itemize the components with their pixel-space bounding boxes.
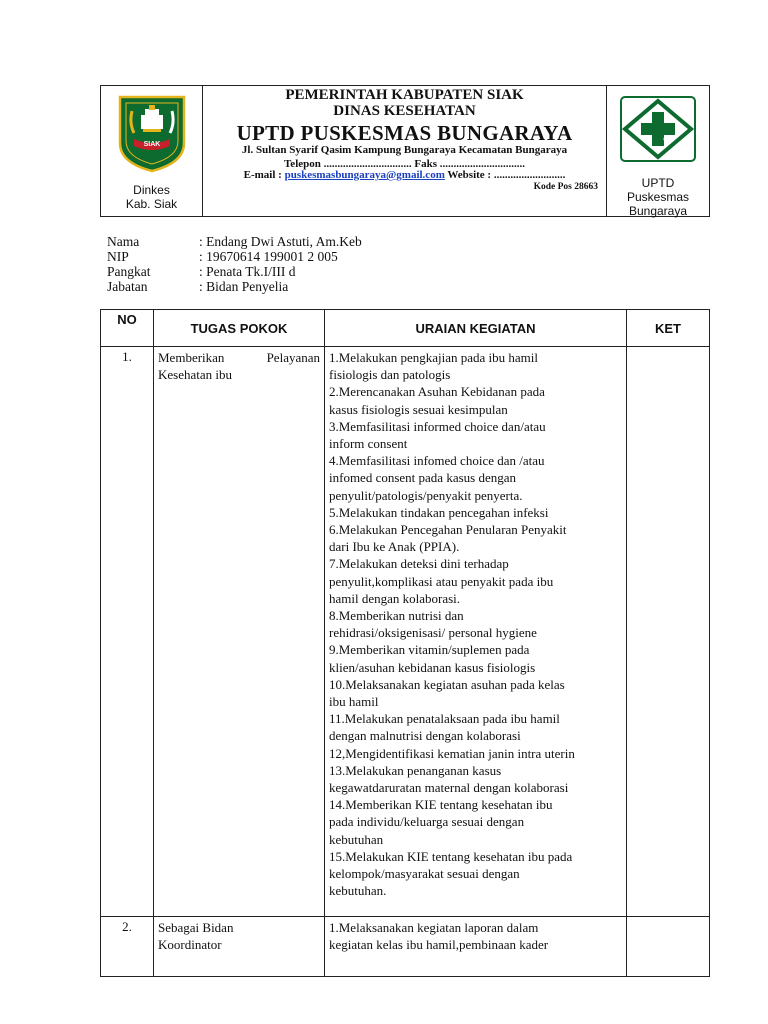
uraian-line: dari Ibu ke Anak (PPIA).: [329, 539, 460, 555]
uraian-line: 11.Melakukan penatalaksaan pada ibu hamil: [329, 711, 560, 727]
uraian-line: kebutuhan: [329, 831, 384, 847]
uraian-line: 7.Melakukan deteksi dini terhadap: [329, 556, 509, 572]
identity-value: : 19670614 199001 2 005: [199, 249, 338, 264]
identity-label: Jabatan: [107, 279, 148, 294]
ket-cell: [627, 347, 710, 917]
left-caption-line-1: Dinkes: [133, 183, 170, 197]
email-link[interactable]: puskesmasbungaraya@gmail.com: [284, 169, 445, 181]
uraian-line: dengan malnutrisi dengan kolaborasi: [329, 728, 521, 744]
letterhead-left-cell: [101, 86, 203, 216]
uraian-line: 4.Memfasilitasi infomed choice dan /atau: [329, 453, 545, 469]
identity-label: Nama: [107, 234, 140, 249]
uraian-line: 6.Melakukan Pencegahan Penularan Penyakit: [329, 522, 567, 538]
right-caption-line-3: Bungaraya: [628, 204, 688, 218]
header-ket: KET: [627, 310, 710, 347]
employee-identity: [107, 234, 362, 294]
uraian-line: 14.Memberikan KIE tentang kesehatan ibu: [329, 797, 553, 813]
uraian-line: 1.Melaksanakan kegiatan laporan dalam: [329, 920, 539, 935]
identity-row-nip: [107, 249, 362, 264]
header-no: NO: [101, 310, 154, 347]
table-row: [101, 347, 710, 917]
emblem-banner-text: SIAK: [143, 141, 161, 148]
tugas-pokok-line: Sebagai Bidan: [158, 920, 234, 935]
header-uraian-kegiatan: URAIAN KEGIATAN: [325, 310, 627, 347]
right-caption-line-1: UPTD: [641, 176, 675, 190]
right-caption-line-2: Puskesmas: [626, 190, 690, 204]
uraian-line: kegawatdaruratan maternal dengan kolaborasi: [329, 780, 569, 796]
identity-label: Pangkat: [107, 264, 151, 279]
tugas-pokok-cell: [154, 347, 325, 917]
uraian-line: 9.Memberikan vitamin/suplemen pada: [329, 642, 530, 658]
uraian-line: fisiologis dan patologis: [329, 367, 451, 383]
uraian-line: pada individu/keluarga sesuai dengan: [329, 814, 525, 830]
uraian-line: kegiatan kelas ibu hamil,pembinaan kader: [329, 937, 549, 953]
identity-row-nama: [107, 234, 362, 249]
identity-row-jabatan: [107, 279, 362, 294]
identity-value: : Penata Tk.I/III d: [199, 264, 296, 279]
uraian-line: 5.Melakukan tindakan pencegahan infeksi: [329, 504, 549, 520]
uraian-line: ibu hamil: [329, 694, 379, 710]
letterhead-center-cell: [203, 86, 606, 216]
uraian-line: infomed consent pada kasus dengan: [329, 470, 517, 486]
uraian-line: hamil dengan kolaborasi.: [329, 590, 461, 606]
uraian-line: 12,Mengidentifikasi kematian janin intra uterin: [329, 745, 575, 761]
uraian-line: kelompok/masyarakat sesuai dengan: [329, 866, 520, 882]
uraian-line: 2.Merencanakan Asuhan Kebidanan pada: [329, 384, 545, 400]
uraian-line: 8.Memberikan nutrisi dan: [329, 608, 464, 624]
task-table: [100, 309, 710, 977]
uraian-line: klien/asuhan kebidanan kasus fisiologis: [329, 659, 536, 675]
email-website-line: [203, 169, 606, 181]
letterhead: [100, 85, 710, 217]
postal-code: Kode Pos 28663: [533, 182, 598, 192]
uraian-line: rehidrasi/oksigenisasi/ personal hygiene: [329, 625, 537, 641]
department-title: DINAS KESEHATAN: [333, 103, 476, 119]
right-logo-caption: [607, 176, 709, 218]
row-number: 1.: [101, 347, 154, 917]
institution-title: UPTD PUSKESMAS BUNGARAYA: [236, 121, 573, 145]
phone-fax-line: Telepon ................................ Faks ...............................: [283, 158, 525, 170]
uraian-line: 1.Melakukan pengkajian pada ibu hamil: [329, 350, 539, 365]
identity-row-pangkat: [107, 264, 362, 279]
ket-cell: [627, 917, 710, 977]
government-title: PEMERINTAH KABUPATEN SIAK: [285, 87, 524, 103]
uraian-kegiatan-cell: [325, 917, 627, 977]
uraian-line: kebutuhan.: [329, 883, 387, 899]
tugas-pokok-line: Memberikan Pelayanan: [158, 350, 320, 365]
header-tugas-pokok: TUGAS POKOK: [154, 310, 325, 347]
table-row: [101, 917, 710, 977]
uraian-line: 3.Memfasilitasi informed choice dan/atau: [329, 418, 546, 434]
left-logo-caption: [101, 183, 202, 211]
uraian-line: 13.Melakukan penanganan kasus: [329, 762, 502, 778]
website-label: Website : ..........................: [444, 169, 566, 181]
table-header-row: [101, 310, 710, 347]
uraian-line: inform consent: [329, 436, 408, 452]
identity-value: : Endang Dwi Astuti, Am.Keb: [199, 234, 362, 249]
uraian-line: 10.Melaksanakan kegiatan asuhan pada kelas: [329, 676, 565, 692]
tugas-pokok-cell: [154, 917, 325, 977]
uraian-line: 15.Melakukan KIE tentang kesehatan ibu pada: [329, 848, 573, 864]
address-line: Jl. Sultan Syarif Qasim Kampung Bungaraya Kecamatan Bungaraya: [241, 144, 568, 156]
uraian-line: penyulit,komplikasi atau penyakit pada ibu: [329, 573, 554, 589]
row-number: 2.: [101, 917, 154, 977]
left-caption-line-2: Kab. Siak: [125, 197, 178, 211]
puskesmas-cross-logo-icon: [619, 95, 697, 163]
uraian-line: kasus fisiologis sesuai kesimpulan: [329, 401, 508, 417]
email-label: E-mail :: [243, 169, 285, 181]
identity-value: : Bidan Penyelia: [199, 279, 289, 294]
uraian-line: penyulit/patologis/penyakit penyerta.: [329, 487, 523, 503]
siak-regency-emblem-icon: [116, 93, 188, 173]
tugas-pokok-line: Kesehatan ibu: [158, 367, 233, 382]
uraian-kegiatan-cell: [325, 347, 627, 917]
tugas-pokok-line: Koordinator: [158, 937, 222, 952]
letterhead-right-cell: [606, 86, 709, 216]
identity-label: NIP: [107, 249, 129, 264]
